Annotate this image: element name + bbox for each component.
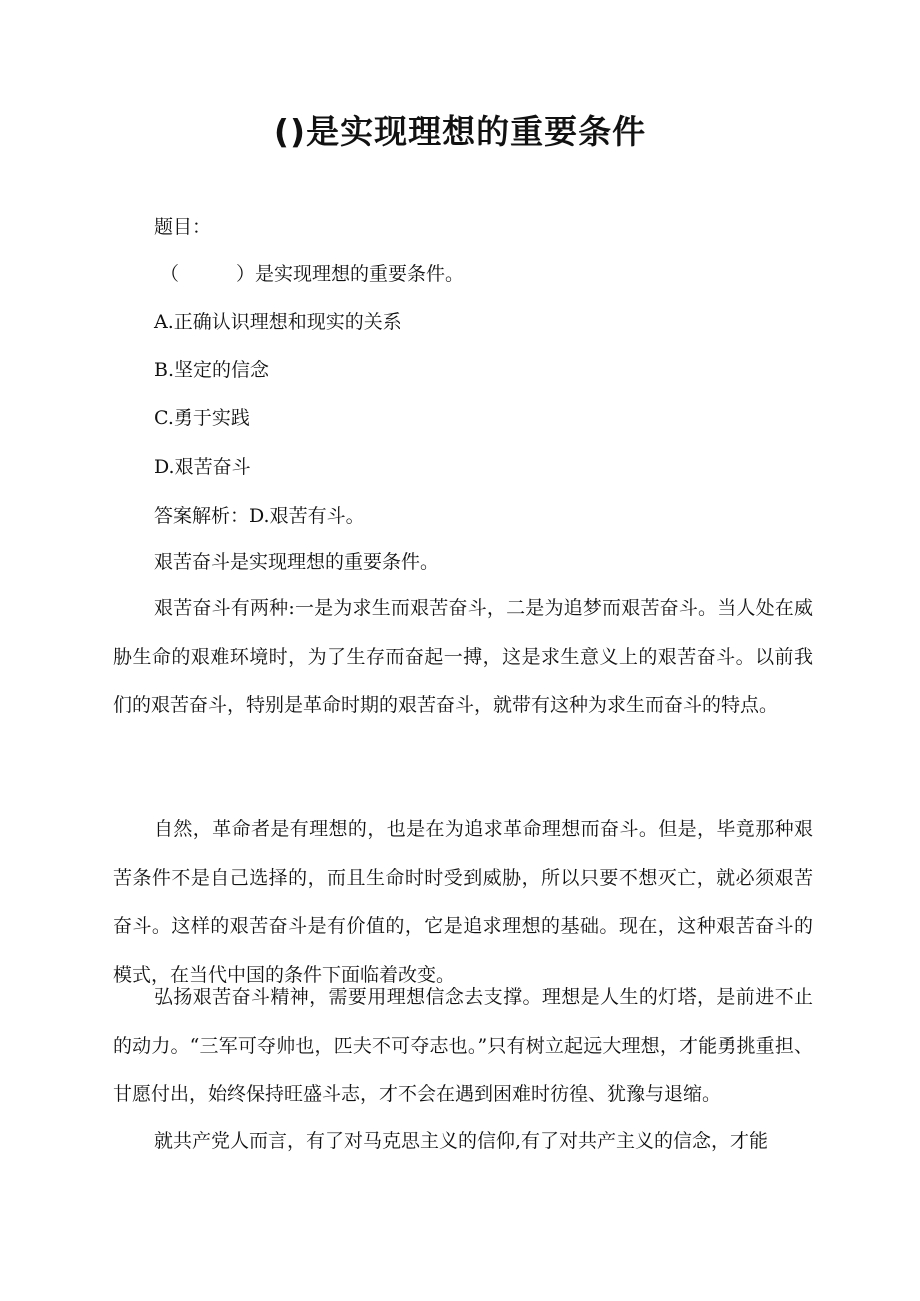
option-c: C.勇于实践 xyxy=(154,407,250,429)
question-label: 题目： xyxy=(154,216,212,238)
option-b: B.坚定的信念 xyxy=(154,359,270,381)
option-d: D.艰苦奋斗 xyxy=(154,456,251,478)
answer-explanation: 答案解析：D.艰苦有斗。 xyxy=(154,505,365,527)
body-paragraph: 自然，革命者是有理想的，也是在为追求革命理想而奋斗。但是，毕竟那种艰苦条件不是自己选择的，而且生命时时受到威胁，所以只要不想灭亡，就必须艰苦奋斗。这样的艰苦奋斗是有价值的，它是追求理想的基础。现在，这种艰苦奋斗的模式，在当代中国的条件下面临着改变。 xyxy=(113,818,813,986)
body-paragraph: 艰苦奋斗有两种:一是为求生而艰苦奋斗，二是为追梦而艰苦奋斗。当人处在威胁生命的艰难环境时，为了生存而奋起一搏，这是求生意义上的艰苦奋斗。以前我们的艰苦奋斗，特别是革命时期的艰苦奋斗，就带有这种为求生而奋斗的特点。 xyxy=(113,597,813,716)
summary-line: 艰苦奋斗是实现理想的重要条件。 xyxy=(154,551,440,573)
option-a: A.正确认识理想和现实的关系 xyxy=(154,311,402,333)
document-title: ()是实现理想的重要条件 xyxy=(273,112,647,151)
question-stem: （ ）是实现理想的重要条件。 xyxy=(160,263,465,285)
body-paragraph: 就共产党人而言，有了对马克思主义的信仰,有了对共产主义的信念，才能 xyxy=(154,1130,769,1152)
body-paragraph: 弘扬艰苦奋斗精神，需要用理想信念去支撑。理想是人生的灯塔，是前进不止的动力。“三军可夺帅也，匹夫不可夺志也。”只有树立起远大理想，才能勇挑重担、甘愿付出，始终保持旺盛斗志，才不会在遇到困难时彷徨、犹豫与退缩。 xyxy=(113,986,813,1105)
